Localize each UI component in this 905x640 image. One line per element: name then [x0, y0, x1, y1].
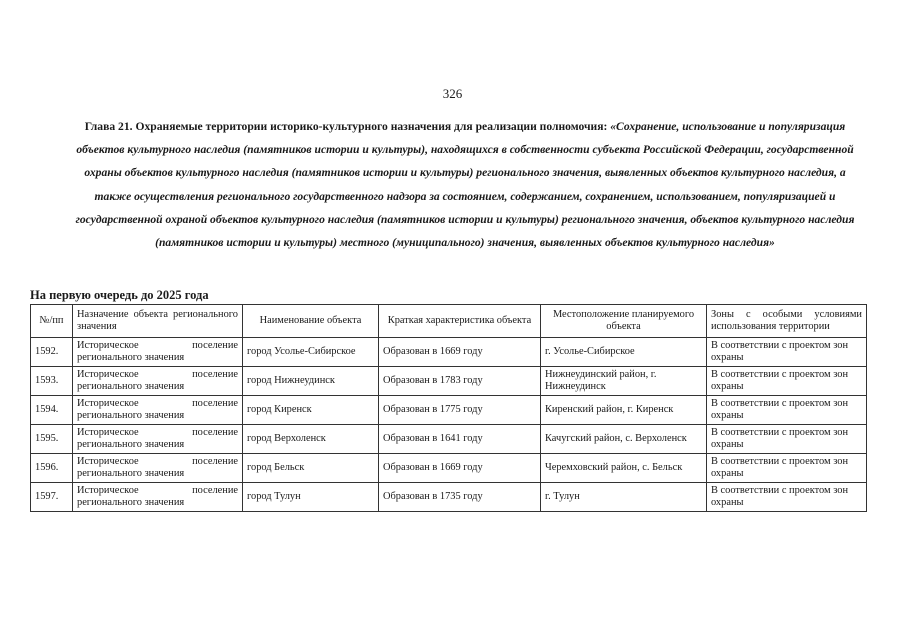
header-location: Местоположение планируемого объекта	[541, 305, 707, 338]
cell-location: г. Усолье-Сибирское	[541, 338, 707, 367]
cell-location: Качугский район, с. Верхоленск	[541, 425, 707, 454]
header-desc: Краткая характеристика объекта	[379, 305, 541, 338]
header-type: Назначение объекта регионального значения	[73, 305, 243, 338]
table-row	[31, 454, 867, 483]
cell-zone: В соответствии с проектом зон охраны	[707, 425, 867, 454]
table-row	[31, 483, 867, 512]
table-row	[31, 338, 867, 367]
cell-desc: Образован в 1783 году	[379, 367, 541, 396]
cell-num: 1597.	[31, 483, 73, 512]
chapter-heading-lead: Глава 21. Охраняемые территории историко-культурного назначения для реализации полномочия:	[84, 120, 611, 133]
cell-num: 1592.	[31, 338, 73, 367]
cell-zone: В соответствии с проектом зон охраны	[707, 338, 867, 367]
cell-name: город Усолье-Сибирское	[243, 338, 379, 367]
cell-num: 1593.	[31, 367, 73, 396]
table-header-row	[31, 305, 867, 338]
cell-type: Историческое поселение регионального значения	[73, 338, 243, 367]
cell-type: Историческое поселение регионального значения	[73, 425, 243, 454]
chapter-heading	[70, 115, 860, 254]
cell-desc: Образован в 1669 году	[379, 454, 541, 483]
section-subheading: На первую очередь до 2025 года	[30, 288, 209, 302]
cell-type: Историческое поселение регионального значения	[73, 396, 243, 425]
cell-location: г. Тулун	[541, 483, 707, 512]
chapter-heading-body: «Сохранение, использование и популяризация объектов культурного наследия (памятников истории и культуры), находящихся в собственности субъекта Российской Федерации, государственной охраны объектов культурного наследия (памятников истории и культуры) регионального значения, выявленных объектов культурного наследия, а также осуществления регионального государственного надзора за состоянием, содержанием, сохранением, использованием, популяризацией и государственной охраной объектов культурного наследия (памятников истории и культуры) регионального значения, объектов культурного наследия (памятников истории и культуры) местного (муниципального) значения, выявленных объектов культурного наследия»	[75, 120, 855, 250]
cell-location: Киренский район, г. Киренск	[541, 396, 707, 425]
cell-num: 1594.	[31, 396, 73, 425]
cell-name: город Киренск	[243, 396, 379, 425]
cell-desc: Образован в 1735 году	[379, 483, 541, 512]
cell-zone: В соответствии с проектом зон охраны	[707, 367, 867, 396]
cell-num: 1595.	[31, 425, 73, 454]
cell-location: Нижнеудинский район, г. Нижнеудинск	[541, 367, 707, 396]
cell-zone: В соответствии с проектом зон охраны	[707, 483, 867, 512]
table-row	[31, 396, 867, 425]
cell-desc: Образован в 1641 году	[379, 425, 541, 454]
cell-type: Историческое поселение регионального значения	[73, 367, 243, 396]
table-row	[31, 367, 867, 396]
cell-desc: Образован в 1669 году	[379, 338, 541, 367]
heritage-table	[30, 304, 867, 512]
page-number: 326	[442, 86, 463, 101]
cell-desc: Образован в 1775 году	[379, 396, 541, 425]
cell-type: Историческое поселение регионального значения	[73, 483, 243, 512]
cell-name: город Верхоленск	[243, 425, 379, 454]
cell-num: 1596.	[31, 454, 73, 483]
cell-name: город Нижнеудинск	[243, 367, 379, 396]
cell-name: город Бельск	[243, 454, 379, 483]
cell-zone: В соответствии с проектом зон охраны	[707, 396, 867, 425]
header-zone: Зоны с особыми условиями использования территории	[707, 305, 867, 338]
cell-location: Черемховский район, с. Бельск	[541, 454, 707, 483]
table-row	[31, 425, 867, 454]
cell-name: город Тулун	[243, 483, 379, 512]
cell-type: Историческое поселение регионального значения	[73, 454, 243, 483]
header-num: №/пп	[31, 305, 73, 338]
cell-zone: В соответствии с проектом зон охраны	[707, 454, 867, 483]
header-name: Наименование объекта	[243, 305, 379, 338]
